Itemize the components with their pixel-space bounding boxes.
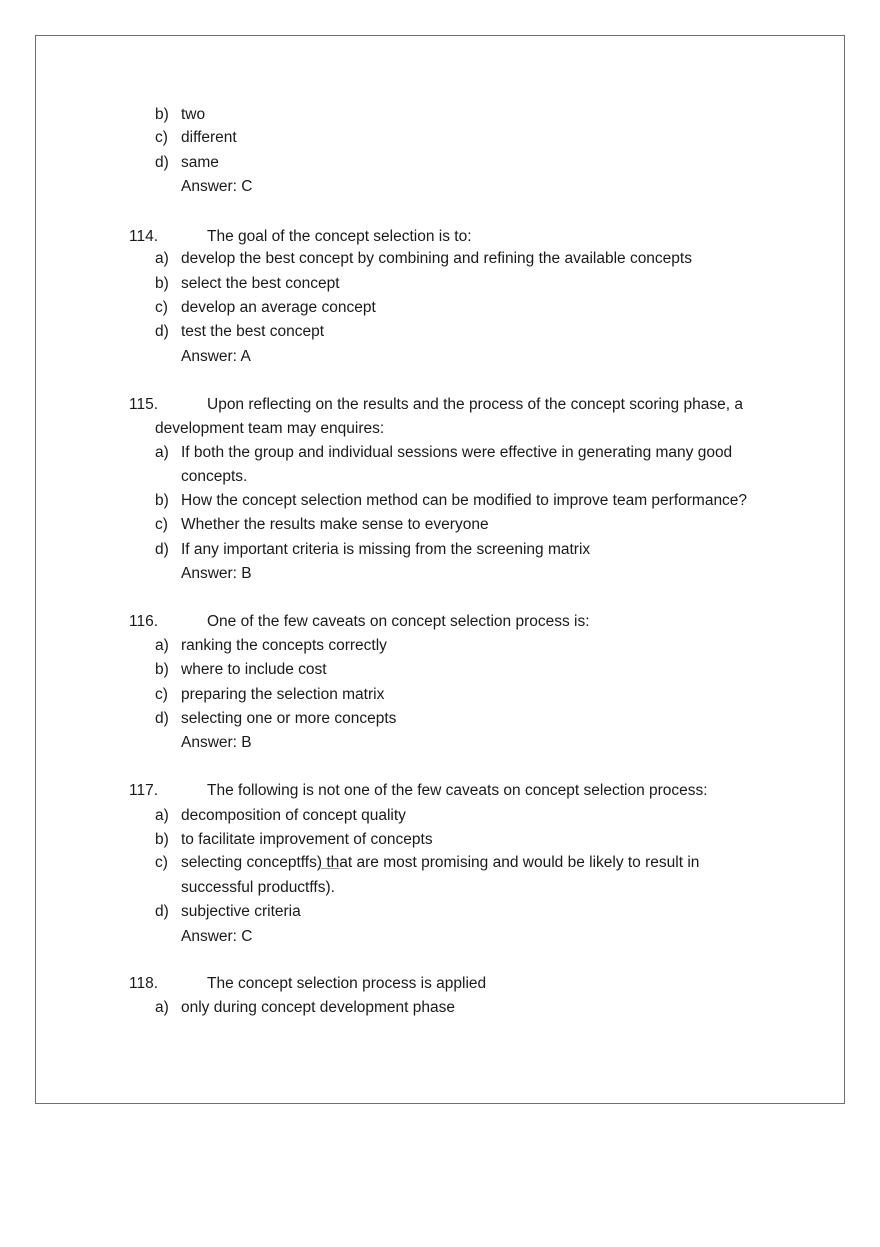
option-text: select the best concept <box>181 275 340 292</box>
question-number: 117. <box>129 782 159 799</box>
answer-text: Answer: A <box>181 348 251 365</box>
option-text-part: selecting conceptffs <box>181 854 317 871</box>
option-text: decomposition of concept quality <box>181 807 406 824</box>
option-letter: c) <box>155 854 168 871</box>
option-text: How the concept selection method can be modified to improve team performance? <box>181 492 748 509</box>
option-letter: b) <box>155 275 169 292</box>
question-text: The following is not one of the few caveats on concept selection process: <box>207 782 708 799</box>
option-letter: b) <box>155 831 169 848</box>
option-text-marked: ) th <box>316 854 340 871</box>
option-letter: a) <box>155 999 169 1016</box>
question-number: 118. <box>129 975 159 992</box>
option-letter: c) <box>155 129 168 146</box>
option-letter: b) <box>155 492 169 509</box>
option-text: test the best concept <box>181 323 325 340</box>
question-text: The concept selection process is applied <box>207 975 487 992</box>
option-letter: c) <box>155 686 168 703</box>
option-text: where to include cost <box>181 661 327 678</box>
option-letter: a) <box>155 250 169 267</box>
option-text: only during concept development phase <box>181 999 456 1016</box>
question-text: The goal of the concept selection is to: <box>207 228 472 245</box>
option-letter: a) <box>155 807 169 824</box>
option-letter: d) <box>155 154 169 171</box>
option-letter: a) <box>155 637 169 654</box>
option-text: selecting one or more concepts <box>181 710 397 727</box>
option-text: same <box>181 154 219 171</box>
option-letter: c) <box>155 299 168 316</box>
answer-text: Answer: C <box>181 928 253 945</box>
option-text: ranking the concepts correctly <box>181 637 387 654</box>
option-letter: d) <box>155 541 169 558</box>
option-text: develop an average concept <box>181 299 376 316</box>
option-text: to facilitate improvement of concepts <box>181 831 433 848</box>
option-letter: d) <box>155 903 169 920</box>
option-text: If both the group and individual sessions were effective in generating many good <box>181 444 733 461</box>
question-text: One of the few caveats on concept selection process is: <box>207 613 590 630</box>
option-text: different <box>181 129 237 146</box>
option-letter: d) <box>155 323 169 340</box>
option-letter: b) <box>155 661 169 678</box>
option-text: concepts. <box>181 468 248 485</box>
question-number: 114. <box>129 228 159 245</box>
option-text: subjective criteria <box>181 903 301 920</box>
option-text: Whether the results make sense to everyone <box>181 516 489 533</box>
option-letter: d) <box>155 710 169 727</box>
answer-text: Answer: B <box>181 734 252 751</box>
answer-text: Answer: C <box>181 178 253 195</box>
option-text: successful productffs). <box>181 879 335 896</box>
question-text: Upon reflecting on the results and the process of the concept scoring phase, a <box>207 396 743 413</box>
option-letter: b) <box>155 106 169 123</box>
question-text: development team may enquires: <box>155 420 385 437</box>
option-text: If any important criteria is missing from the screening matrix <box>181 541 591 558</box>
option-text <box>181 853 699 873</box>
question-number: 115. <box>129 396 159 413</box>
option-text: develop the best concept by combining and refining the available concepts <box>181 250 692 267</box>
answer-text: Answer: B <box>181 565 252 582</box>
option-text-part: at are most promising and would be likely to result in <box>339 854 700 871</box>
option-letter: a) <box>155 444 169 461</box>
option-text: preparing the selection matrix <box>181 686 385 703</box>
question-number: 116. <box>129 613 159 630</box>
option-text: two <box>181 106 206 123</box>
option-letter: c) <box>155 516 168 533</box>
page-border <box>35 35 845 1104</box>
